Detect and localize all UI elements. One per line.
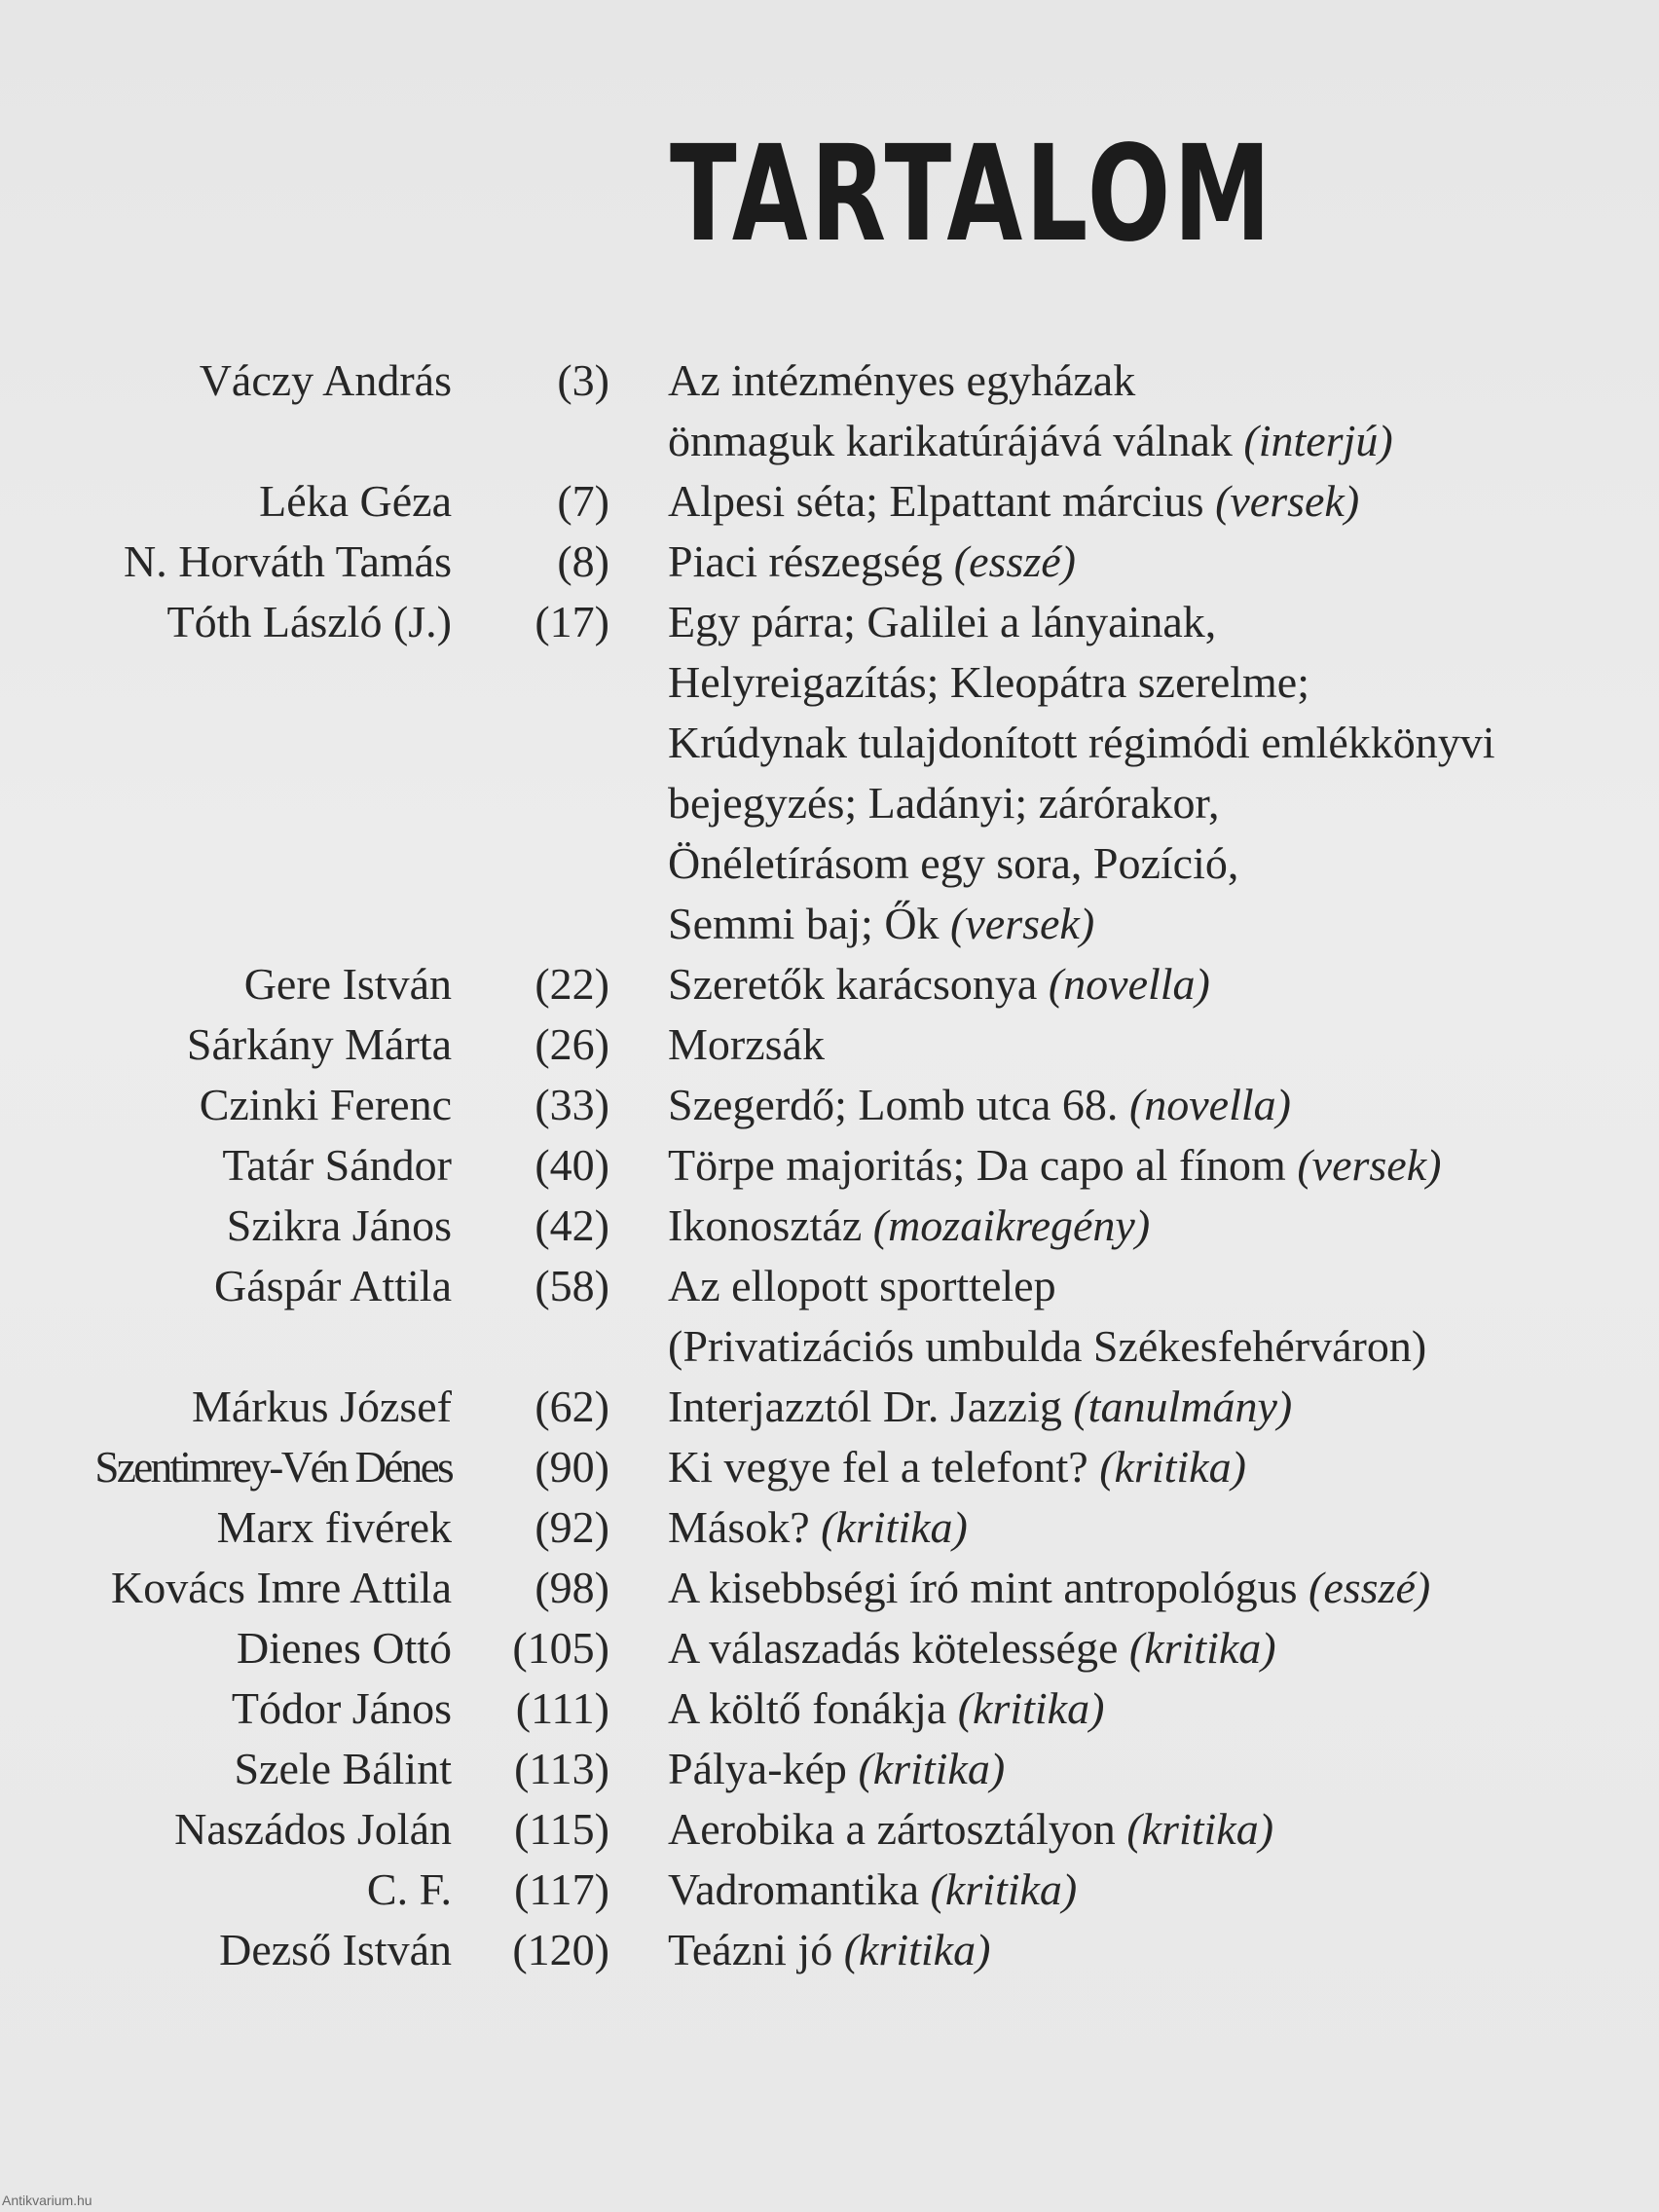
toc-work-line	[668, 1196, 1150, 1256]
toc-author: Dezső István	[219, 1925, 452, 1974]
toc-work-line	[668, 1920, 990, 1980]
toc-page-number: (17)	[535, 597, 609, 646]
toc-genre: (versek)	[950, 899, 1095, 948]
toc-work-title: Az ellopott sporttelep	[668, 1261, 1056, 1310]
toc-page-number: (111)	[515, 1683, 609, 1733]
toc-author: Gáspár Attila	[214, 1261, 452, 1310]
toc-author: Szele Bálint	[234, 1744, 452, 1793]
toc-genre: (novella)	[1048, 959, 1210, 1009]
toc-work-title: Szegerdő; Lomb utca 68.	[668, 1080, 1119, 1129]
toc-author: Naszádos Jolán	[174, 1804, 452, 1854]
toc-genre: (kritika)	[821, 1502, 968, 1552]
toc-work-title: A válaszadás kötelessége	[668, 1623, 1119, 1673]
toc-genre: (versek)	[1297, 1140, 1442, 1190]
toc-author: Tóth László (J.)	[166, 597, 452, 646]
toc-page-number: (42)	[535, 1200, 609, 1250]
toc-author: Czinki Ferenc	[199, 1080, 452, 1129]
toc-work-line	[668, 713, 1495, 773]
toc-page-number: (113)	[514, 1744, 609, 1793]
toc-work-title: Aerobika a zártosztályon	[668, 1804, 1116, 1854]
toc-page-number: (115)	[514, 1804, 609, 1854]
toc-author: Marx fivérek	[216, 1502, 452, 1552]
toc-work	[668, 471, 1359, 532]
toc-work-line	[668, 592, 1495, 652]
toc-genre: (mozaikregény)	[872, 1200, 1151, 1250]
toc-page-number: (3)	[557, 355, 609, 405]
toc-page-number: (22)	[535, 959, 609, 1009]
toc-work-line	[668, 1618, 1276, 1678]
toc-genre: (kritika)	[1128, 1623, 1276, 1673]
toc-work-title: Ki vegye fel a telefont?	[668, 1442, 1088, 1492]
toc-work-line	[668, 1075, 1291, 1135]
toc-work-title: Ikonosztáz	[668, 1200, 863, 1250]
toc-work-line	[668, 471, 1359, 532]
toc-work	[668, 592, 1495, 954]
toc-page-number: (120)	[512, 1925, 609, 1974]
toc-work-title: Az intézményes egyházak	[668, 355, 1136, 405]
toc-author: N. Horváth Tamás	[123, 536, 452, 586]
toc-author: Gere István	[243, 959, 452, 1009]
toc-work	[668, 1860, 1077, 1920]
toc-work-title: önmaguk karikatúrájává válnak	[668, 416, 1233, 465]
toc-page-number: (26)	[535, 1019, 609, 1069]
toc-author: Szentimrey-Vén Dénes	[94, 1443, 452, 1492]
toc-work-line	[668, 532, 1076, 592]
toc-page-number: (7)	[557, 476, 609, 526]
toc-work-title: Pálya-kép	[668, 1744, 847, 1793]
toc-work-title: Szeretők karácsonya	[668, 959, 1038, 1009]
toc-work-title: Helyreigazítás; Kleopátra szerelme;	[668, 657, 1310, 707]
toc-work-title: Önéletírásom egy sora, Pozíció,	[668, 838, 1239, 888]
toc-work-line	[668, 1558, 1430, 1618]
toc-page-number: (117)	[514, 1864, 609, 1914]
toc-genre: (kritika)	[957, 1683, 1105, 1733]
toc-work-line	[668, 1256, 1426, 1316]
toc-page-number: (40)	[535, 1140, 609, 1190]
toc-work-line	[668, 1377, 1292, 1437]
toc-work-line	[668, 1860, 1077, 1920]
toc-work-title: Krúdynak tulajdonított régimódi emlékkönyvi	[668, 718, 1495, 767]
toc-genre: (novella)	[1128, 1080, 1291, 1129]
toc-work-line	[668, 894, 1495, 954]
toc-genre: (kritika)	[1099, 1442, 1246, 1492]
toc-work-title: Mások?	[668, 1502, 810, 1552]
toc-page-number: (62)	[535, 1382, 609, 1431]
toc-genre: (kritika)	[930, 1864, 1078, 1914]
toc-work-title: A kisebbségi író mint antropológus	[668, 1563, 1298, 1612]
toc-author: Tatár Sándor	[222, 1140, 452, 1190]
toc-author: Kovács Imre Attila	[110, 1563, 452, 1612]
toc-work-line	[668, 833, 1495, 894]
toc-genre: (esszé)	[1309, 1563, 1431, 1612]
toc-author: Szikra János	[226, 1200, 452, 1250]
toc-work-title: Piaci részegség	[668, 536, 943, 586]
toc-genre: (interjú)	[1243, 416, 1393, 465]
toc-work-line	[668, 1437, 1246, 1497]
toc-work	[668, 1618, 1276, 1678]
toc-author: Sárkány Márta	[186, 1019, 452, 1069]
toc-work	[668, 1799, 1273, 1860]
toc-page-number: (58)	[535, 1261, 609, 1310]
toc-work-line	[668, 1316, 1426, 1377]
toc-work-line	[668, 1014, 825, 1075]
toc-genre: (esszé)	[953, 536, 1076, 586]
toc-work	[668, 1739, 1005, 1799]
toc-genre: (versek)	[1215, 476, 1360, 526]
toc-work-title: bejegyzés; Ladányi; zárórakor,	[668, 778, 1220, 828]
toc-page-number: (90)	[535, 1442, 609, 1492]
toc-work	[668, 1558, 1430, 1618]
toc-author: Márkus József	[192, 1382, 452, 1431]
toc-work	[668, 350, 1393, 471]
toc-work-line	[668, 1739, 1005, 1799]
toc-genre: (tanulmány)	[1073, 1382, 1293, 1431]
toc-author: Tódor János	[231, 1683, 452, 1733]
toc-work-title: Alpesi séta; Elpattant március	[668, 476, 1204, 526]
toc-work-line	[668, 350, 1393, 411]
toc-page-number: (8)	[557, 536, 609, 586]
toc-work	[668, 1014, 825, 1075]
toc-author: Léka Géza	[259, 476, 452, 526]
toc-work	[668, 1437, 1246, 1497]
toc-work	[668, 1377, 1292, 1437]
toc-work-title: Törpe majoritás; Da capo al fínom	[668, 1140, 1286, 1190]
toc-author: Dienes Ottó	[236, 1623, 452, 1673]
toc-work-line	[668, 1678, 1104, 1739]
toc-author: Váczy András	[199, 355, 452, 405]
toc-work	[668, 1135, 1441, 1196]
page-title: TARTALOM	[670, 118, 1274, 272]
toc-page-number: (105)	[512, 1623, 609, 1673]
toc-genre: (kritika)	[843, 1925, 991, 1974]
toc-work-title: Semmi baj; Ők	[668, 899, 940, 948]
toc-genre: (kritika)	[1126, 1804, 1274, 1854]
toc-work-line	[668, 1799, 1273, 1860]
toc-work-title: (Privatizációs umbulda Székesfehérváron)	[668, 1321, 1427, 1371]
toc-work-line	[668, 411, 1393, 471]
toc-work	[668, 1196, 1150, 1256]
toc-work	[668, 1678, 1104, 1739]
watermark-footer: Antikvarium.hu	[2, 2193, 92, 2208]
toc-work-title: Interjazztól Dr. Jazzig	[668, 1382, 1062, 1431]
toc-work-line	[668, 652, 1495, 713]
toc-page-number: (92)	[535, 1502, 609, 1552]
toc-genre: (kritika)	[858, 1744, 1006, 1793]
toc-page-number: (33)	[535, 1080, 609, 1129]
toc-work-line	[668, 773, 1495, 833]
toc-work-line	[668, 954, 1210, 1014]
toc-work-line	[668, 1497, 968, 1558]
toc-work-title: Egy párra; Galilei a lányainak,	[668, 597, 1217, 646]
toc-work	[668, 1075, 1291, 1135]
toc-work	[668, 1497, 968, 1558]
toc-page-number: (98)	[535, 1563, 609, 1612]
toc-work-title: Morzsák	[668, 1019, 825, 1069]
toc-work-title: A költő fonákja	[668, 1683, 947, 1733]
toc-work-line	[668, 1135, 1441, 1196]
toc-work-title: Teázni jó	[668, 1925, 833, 1974]
toc-author: C. F.	[366, 1864, 452, 1914]
toc-work	[668, 954, 1210, 1014]
toc-work-title: Vadromantika	[668, 1864, 920, 1914]
toc-work	[668, 1920, 990, 1980]
toc-work	[668, 1256, 1426, 1377]
toc-work	[668, 532, 1076, 592]
